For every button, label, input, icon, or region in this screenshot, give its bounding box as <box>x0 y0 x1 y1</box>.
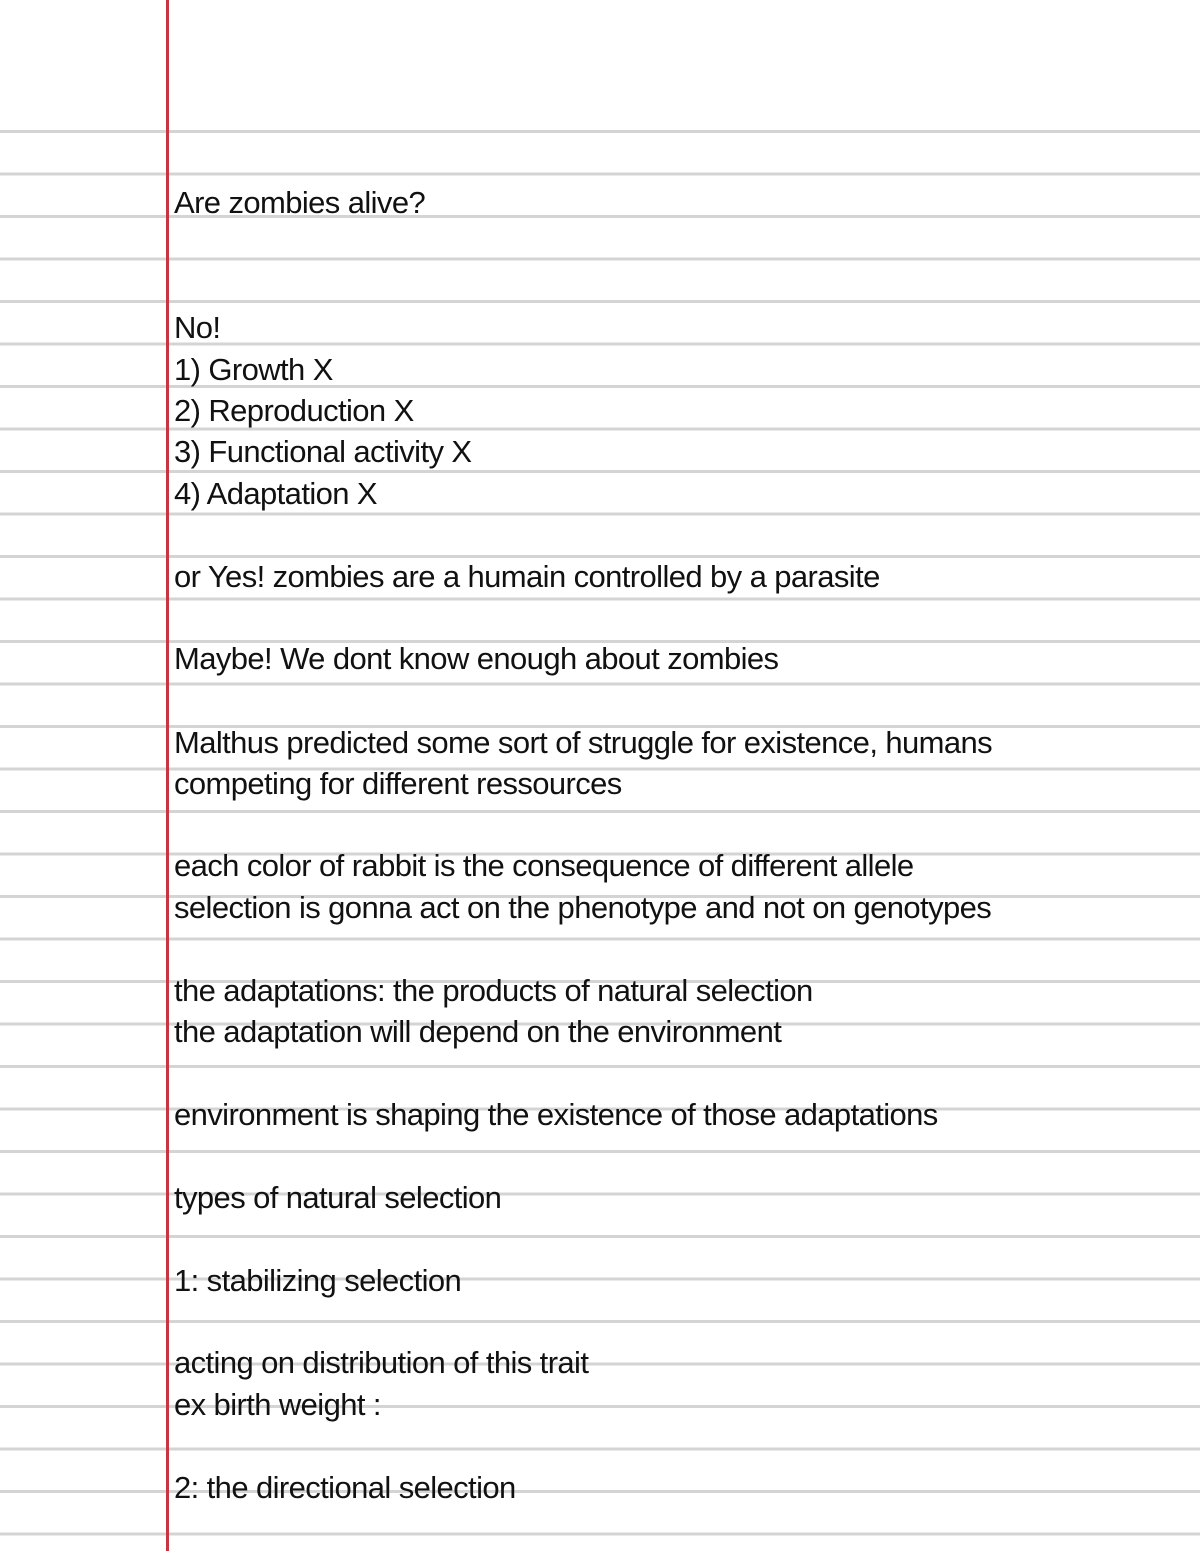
note-line: each color of rabbit is the consequence of different allele <box>174 848 914 883</box>
note-list-item: 4) Adaptation X <box>174 476 377 511</box>
note-list-item: 2: the directional selection <box>174 1470 516 1505</box>
note-line: or Yes! zombies are a humain controlled by a parasite <box>174 559 880 594</box>
note-list-item: 2) Reproduction X <box>174 393 414 428</box>
note-list-item: 1) Growth X <box>174 352 333 387</box>
note-line: Malthus predicted some sort of struggle for existence, humans <box>174 725 993 760</box>
note-line: acting on distribution of this trait <box>174 1345 589 1380</box>
note-line: competing for different ressources <box>174 766 622 801</box>
note-line: environment is shaping the existence of those adaptations <box>174 1097 938 1132</box>
margin-rule <box>166 0 169 1551</box>
note-heading: types of natural selection <box>174 1180 502 1215</box>
note-list-item: 1: stabilizing selection <box>174 1263 462 1298</box>
note-line: Maybe! We dont know enough about zombies <box>174 641 779 676</box>
note-line: the adaptations: the products of natural selection <box>174 973 813 1008</box>
note-line: the adaptation will depend on the environment <box>174 1014 782 1049</box>
note-list-item: 3) Functional activity X <box>174 434 472 469</box>
note-line: No! <box>174 310 221 345</box>
note-line: selection is gonna act on the phenotype and not on genotypes <box>174 890 992 925</box>
note-question: Are zombies alive? <box>174 185 426 220</box>
note-line: ex birth weight : <box>174 1387 381 1422</box>
